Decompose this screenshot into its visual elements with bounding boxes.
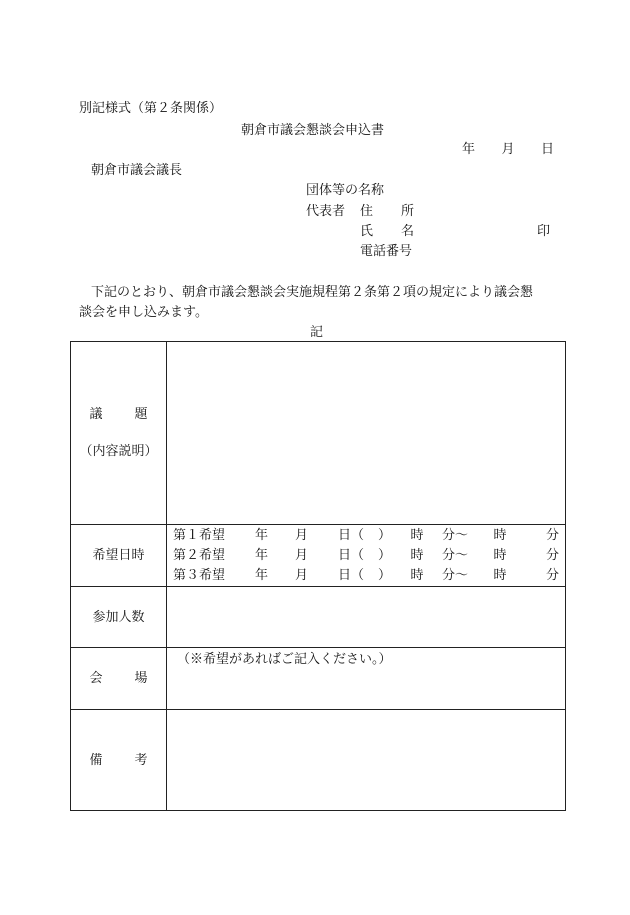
day-unit: 日（ [338,548,365,563]
venue-row [71,648,566,710]
remarks-label [90,754,148,767]
schedule-line-1 [167,526,565,546]
schedule-label: 希望日時 [71,525,167,587]
org-name-label: 団体等の名称 [306,183,385,198]
year-unit: 年 [255,548,269,563]
hour-to-unit: 時 [493,568,507,583]
minute-to-unit: 分 [545,568,559,583]
dow-close: ） [378,568,392,583]
hour-unit: 時 [410,568,424,583]
hour-to-unit: 時 [493,548,507,563]
address-label-char: 所 [400,204,414,219]
topic-sub-label: （内容説明） [79,444,158,459]
topic-label-char: 題 [134,407,148,422]
day-unit: 日（ [338,568,365,583]
representative-label: 代表者 [306,204,346,219]
choice-label: 第２希望 [173,548,226,563]
year-unit: 年 [255,528,269,543]
venue-note: （※希望があればご記入ください。） [177,652,392,667]
submission-date [462,143,554,156]
remarks-row [71,710,566,811]
topic-row [71,342,566,525]
minute-to-unit: 分 [545,548,559,563]
document-title: 朝倉市議会懇談会申込書 [241,123,385,138]
remarks-label-char: 考 [134,752,148,768]
address-label-char: 住 [360,204,374,219]
schedule-input-cell[interactable] [167,525,566,587]
dow-close: ） [378,548,392,563]
minute-from-unit: 分～ [441,548,468,563]
participants-label: 参加人数 [71,587,167,648]
remarks-input-cell[interactable] [167,710,566,811]
ki-heading: 記 [310,325,324,340]
remarks-label-cell [71,710,167,811]
venue-label-char: 場 [134,671,148,686]
venue-label [90,672,148,685]
choice-label: 第１希望 [173,528,226,543]
date-year-label: 年 [462,142,476,157]
minute-from-unit: 分～ [441,528,468,543]
name-label-char: 名 [400,224,414,239]
month-unit: 月 [295,528,309,543]
name-label [360,225,414,238]
topic-label [90,408,148,421]
body-text-line-1: 下記のとおり、朝倉市議会懇談会実施規程第２条第２項の規定により議会懇 [91,285,534,300]
minute-from-unit: 分～ [441,568,468,583]
year-unit: 年 [255,568,269,583]
hour-unit: 時 [410,528,424,543]
day-unit: 日（ [338,528,365,543]
venue-label-char: 会 [89,671,103,686]
topic-label-cell [71,342,167,525]
participants-row [71,587,566,648]
hour-to-unit: 時 [493,528,507,543]
month-unit: 月 [295,548,309,563]
addressee: 朝倉市議会議長 [91,163,183,178]
schedule-row [71,525,566,587]
name-label-char: 氏 [360,224,374,239]
venue-input-cell[interactable] [167,648,566,710]
seal-mark: 印 [537,224,551,239]
choice-label: 第３希望 [173,568,226,583]
minute-to-unit: 分 [545,528,559,543]
topic-input-cell[interactable] [167,342,566,525]
application-table [70,341,566,811]
schedule-line-3 [167,566,565,586]
address-label [360,205,414,218]
form-label: 別記様式（第２条関係） [79,101,223,116]
dow-close: ） [378,528,392,543]
phone-label: 電話番号 [360,244,413,259]
participants-input-cell[interactable] [167,587,566,648]
date-month-label: 月 [501,142,515,157]
month-unit: 月 [295,568,309,583]
topic-label-char: 議 [89,407,103,422]
body-text-line-2: 談会を申し込みます。 [79,305,208,320]
date-day-label: 日 [540,142,554,157]
venue-label-cell [71,648,167,710]
remarks-label-char: 備 [89,752,103,768]
hour-unit: 時 [410,548,424,563]
schedule-line-2 [167,546,565,566]
